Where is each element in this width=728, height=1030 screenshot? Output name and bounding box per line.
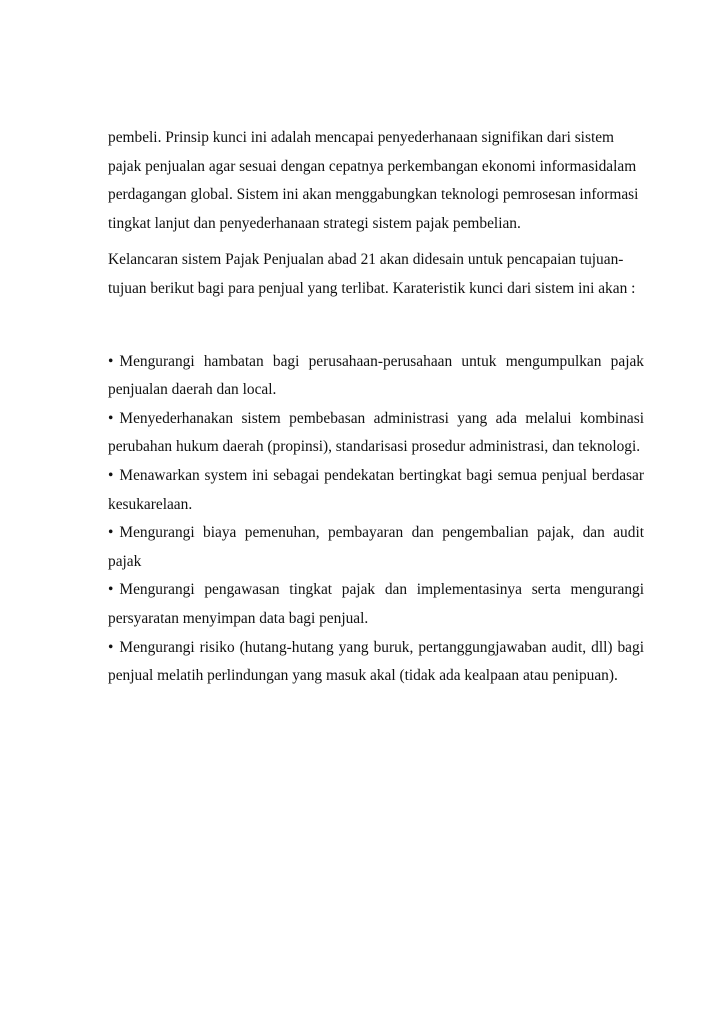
list-item-text: Mengurangi biaya pemenuhan, pembayaran dan pengembalian pajak, dan audit pajak	[108, 524, 644, 570]
list-item	[108, 576, 644, 633]
bullet-icon: •	[108, 581, 114, 599]
paragraph-lead: Kelancaran sistem Pajak Penjualan abad 21 akan didesain untuk pencapaian tujuan-tujuan berikut bagi para penjual yang terlibat. Karateristik kunci dari sistem ini akan :	[108, 251, 636, 297]
list-item-text: Mengurangi risiko (hutang-hutang yang buruk, pertanggungjawaban audit, dll) bagi penjual melatih perlindungan yang masuk akal (tidak ada kealpaan atau penipuan).	[108, 638, 644, 685]
list-item-text: Menawarkan system ini sebagai pendekatan bertingkat bagi semua penjual berdasar kesukarelaan.	[108, 466, 644, 513]
bullet-icon: •	[108, 409, 114, 427]
list-item	[108, 519, 644, 576]
bullet-icon: •	[108, 466, 114, 484]
list-item	[108, 634, 644, 691]
bullet-icon: •	[108, 638, 114, 656]
document-page	[108, 124, 644, 691]
paragraph-intro: pembeli. Prinsip kunci ini adalah mencapai penyederhanaan signifikan dari sistem pajak penjualan agar sesuai dengan cepatnya perkembangan ekonomi informasidalam perdagangan global. Sistem ini akan menggabungkan teknologi pemrosesan informasi tingkat lanjut dan penyederhanaan strategi sistem pajak pembelian.	[108, 129, 639, 232]
bullet-icon: •	[108, 352, 114, 370]
list-item	[108, 405, 644, 462]
list-item-text: Menyederhanakan sistem pembebasan administrasi yang ada melalui kombinasi perubahan hukum daerah (propinsi), standarisasi prosedur administrasi, dan teknologi.	[108, 409, 644, 456]
list-item	[108, 462, 644, 519]
list-item-text: Mengurangi hambatan bagi perusahaan-perusahaan untuk mengumpulkan pajak penjualan daerah dan local.	[108, 352, 644, 399]
bullet-list	[108, 348, 644, 691]
bullet-icon: •	[108, 524, 114, 542]
list-item-text: Mengurangi pengawasan tingkat pajak dan implementasinya serta mengurangi persyaratan menyimpan data bagi penjual.	[108, 581, 644, 627]
list-item	[108, 348, 644, 405]
